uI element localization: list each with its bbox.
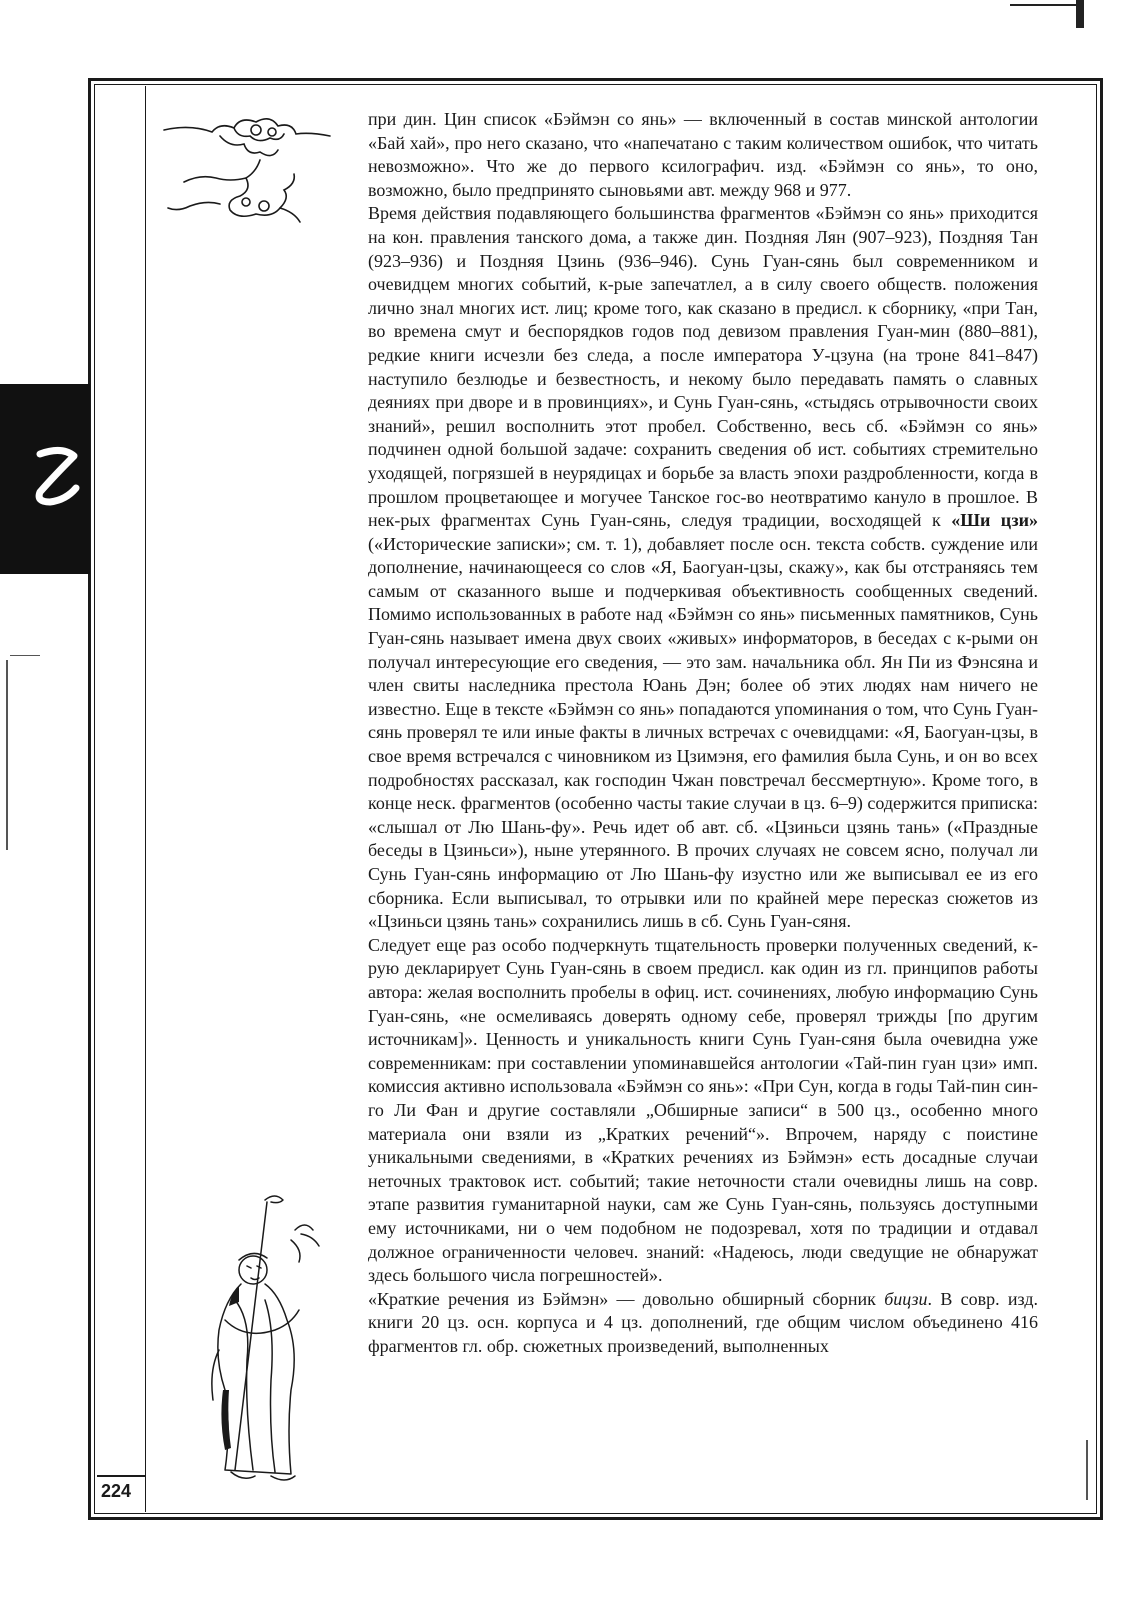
paragraph [368,1288,1038,1359]
genre-term-italic: бицзи [884,1288,928,1309]
section-tab [0,384,90,574]
sage-with-staff-illustration-icon [195,1190,335,1490]
paragraph-text: «Краткие речения из Бэймэн» — довольно обширный сборник [368,1288,885,1309]
paragraph [368,934,1038,1288]
paragraph-text: Следует еще раз особо подчеркнуть тщательность проверки полученных сведений, к-рую декларирует Сунь Гуан-сянь в своем предисл. как один из гл. принципов работы автора: желая восполнить пробелы в офиц. ист. сочинениях, любую информацию Сунь Гуан-сянь, «не осмеливаясь доверять одному себе, проверял трижды [по другим источникам]». Ценность и уникальность книги Сунь Гуан-сяня была очевидна уже современникам: при составлении упоминавшейся антологии «Тай-пин гуан цзи» имп. комиссия активно использовала «Бэймэн со янь»: «При Сун, когда в годы Тай-пин син-го Ли Фан и другие составляли „Обширные записи“ в 500 цз., особенно много материала они взяли из „Кратких речений“». Впрочем, наряду с поистине уникальными сведениями, в «Кратких речениях из Бэймэн» есть досадные случаи неточных трактовок ист. событий; такие неточности стали очевидны лишь на совр. этапе развития гуманитарной науки, сам же Сунь Гуан-сянь, пользуясь доступными ему источниками, ни о чем подобном не подозревал, хотя по традиции и отдавал должное ограниченности человеч. знаний: «Надеюсь, люди сведущие не обнаружат здесь большого числа погрешностей». [368,934,1038,1286]
chinese-character-yi-icon [0,384,90,574]
paragraph-text: . В совр. изд. книги 20 цз. осн. корпуса и 4 цз. дополнений, где общим числом объединено 416 фрагментов гл. обр. сюжетных произведений, выполненных [368,1288,1038,1356]
paragraph-text: при дин. Цин список «Бэймэн со янь» — включенный в состав минской антологии «Бай хай», про него сказано, что «напечатано с таким количеством ошибок, что читать невозможно». Что же до первого ксилографич. изд. «Бэймэн со янь», то оно, возможно, было предпринято сыновьями авт. между 968 и 977. [368,109,1038,200]
page-number: 224 [97,1475,145,1505]
paragraph [368,108,1038,202]
scan-corner-mark [1010,4,1080,6]
work-title-bold: «Ши цзи» [951,510,1038,531]
scan-edge-mark [10,655,40,656]
scan-edge-mark [1086,1440,1088,1500]
margin-rule [145,86,146,1512]
paragraph [368,202,1038,933]
paragraph-text: Время действия подавляющего большинства фрагментов «Бэймэн со янь» приходится на кон. правления танского дома, а также дин. Поздняя Лян (907–923), Поздняя Тан (923–936) и Поздняя Цзинь (936–946). Сунь Гуан-сянь был современником и очевидцем многих событий, к-рые запечатлел, а в силу своего обществ. положения лично знал многих ист. лиц; кроме того, как сказано в предисл. к сборнику, «при Тан, во времена смут и беспорядков годов под девизом правления Гуан-мин (880–881), редкие книги исчезли без следа, а после императора У-цзуна (на троне 841–847) наступило безлюдье и безвестность, и некому было передавать память о славных деяниях при дворе и в провинциях», и Сунь Гуан-сянь, «стыдясь отрывочности своих знаний», решил восполнить этот пробел. Собственно, весь сб. «Бэймэн со янь» подчинен одной большой задаче: сохранить сведения об ист. событиях стремительно уходящей, погрязшей в неурядицах и борьбе за власть эпохи раздробленности, когда в прошлом процветающее и могучее Танское гос-во неотвратимо кануло в прошлое. В нек-рых фрагментах Сунь Гуан-сянь, следуя традиции, восходящей к [368,203,1038,531]
paragraph-text: («Исторические записки»; см. т. 1), добавляет после осн. текста собств. суждение или дополнение, начинающееся со слов «Я, Баогуан-цзы, скажу», как бы отстраняясь тем самым от сказанного выше и подчеркивая объективность сообщенных сведений. Помимо использованных в работе над «Бэймэн со янь» письменных памятников, Сунь Гуан-сянь называет имена двух своих «живых» информаторов, в беседах с к-рыми он получал интересующие его сведения, — это зам. начальника обл. Ян Пи из Фэнсяна и член свиты наследника престола Юань Дэн; более об этих людях нам ничего не известно. Еще в тексте «Бэймэн со янь» попадаются упоминания о том, что Сунь Гуан-сянь проверял те или иные факты в личных встречах с очевидцами: «Я, Баогуан-цзы, в свое время встречался с чиновником из Цзимэня, его фамилия была Сунь, и он во всех подробностях рассказал, как господин Чжан повстречал бессмертную». Кроме того, в конце неск. фрагментов (особенно часты такие случаи в цз. 6–9) содержится приписка: «слышал от Лю Шань-фу». Речь идет об авт. сб. «Цзиньси цзянь тань» («Праздные беседы в Цзиньси»), ныне утерянного. В прочих случаях не совсем ясно, получал ли Сунь Гуан-сянь информацию от Лю Шань-фу изустно или же выписывал ее из его сборника. Если выписывал, то отрывки или по крайней мере пересказ сюжетов из «Цзиньси цзянь тань» сохранились лишь в сб. Сунь Гуан-сяня. [368,533,1038,932]
article-body [368,108,1038,1358]
scan-edge-mark [6,660,8,850]
cloud-ornament-icon [160,108,335,228]
